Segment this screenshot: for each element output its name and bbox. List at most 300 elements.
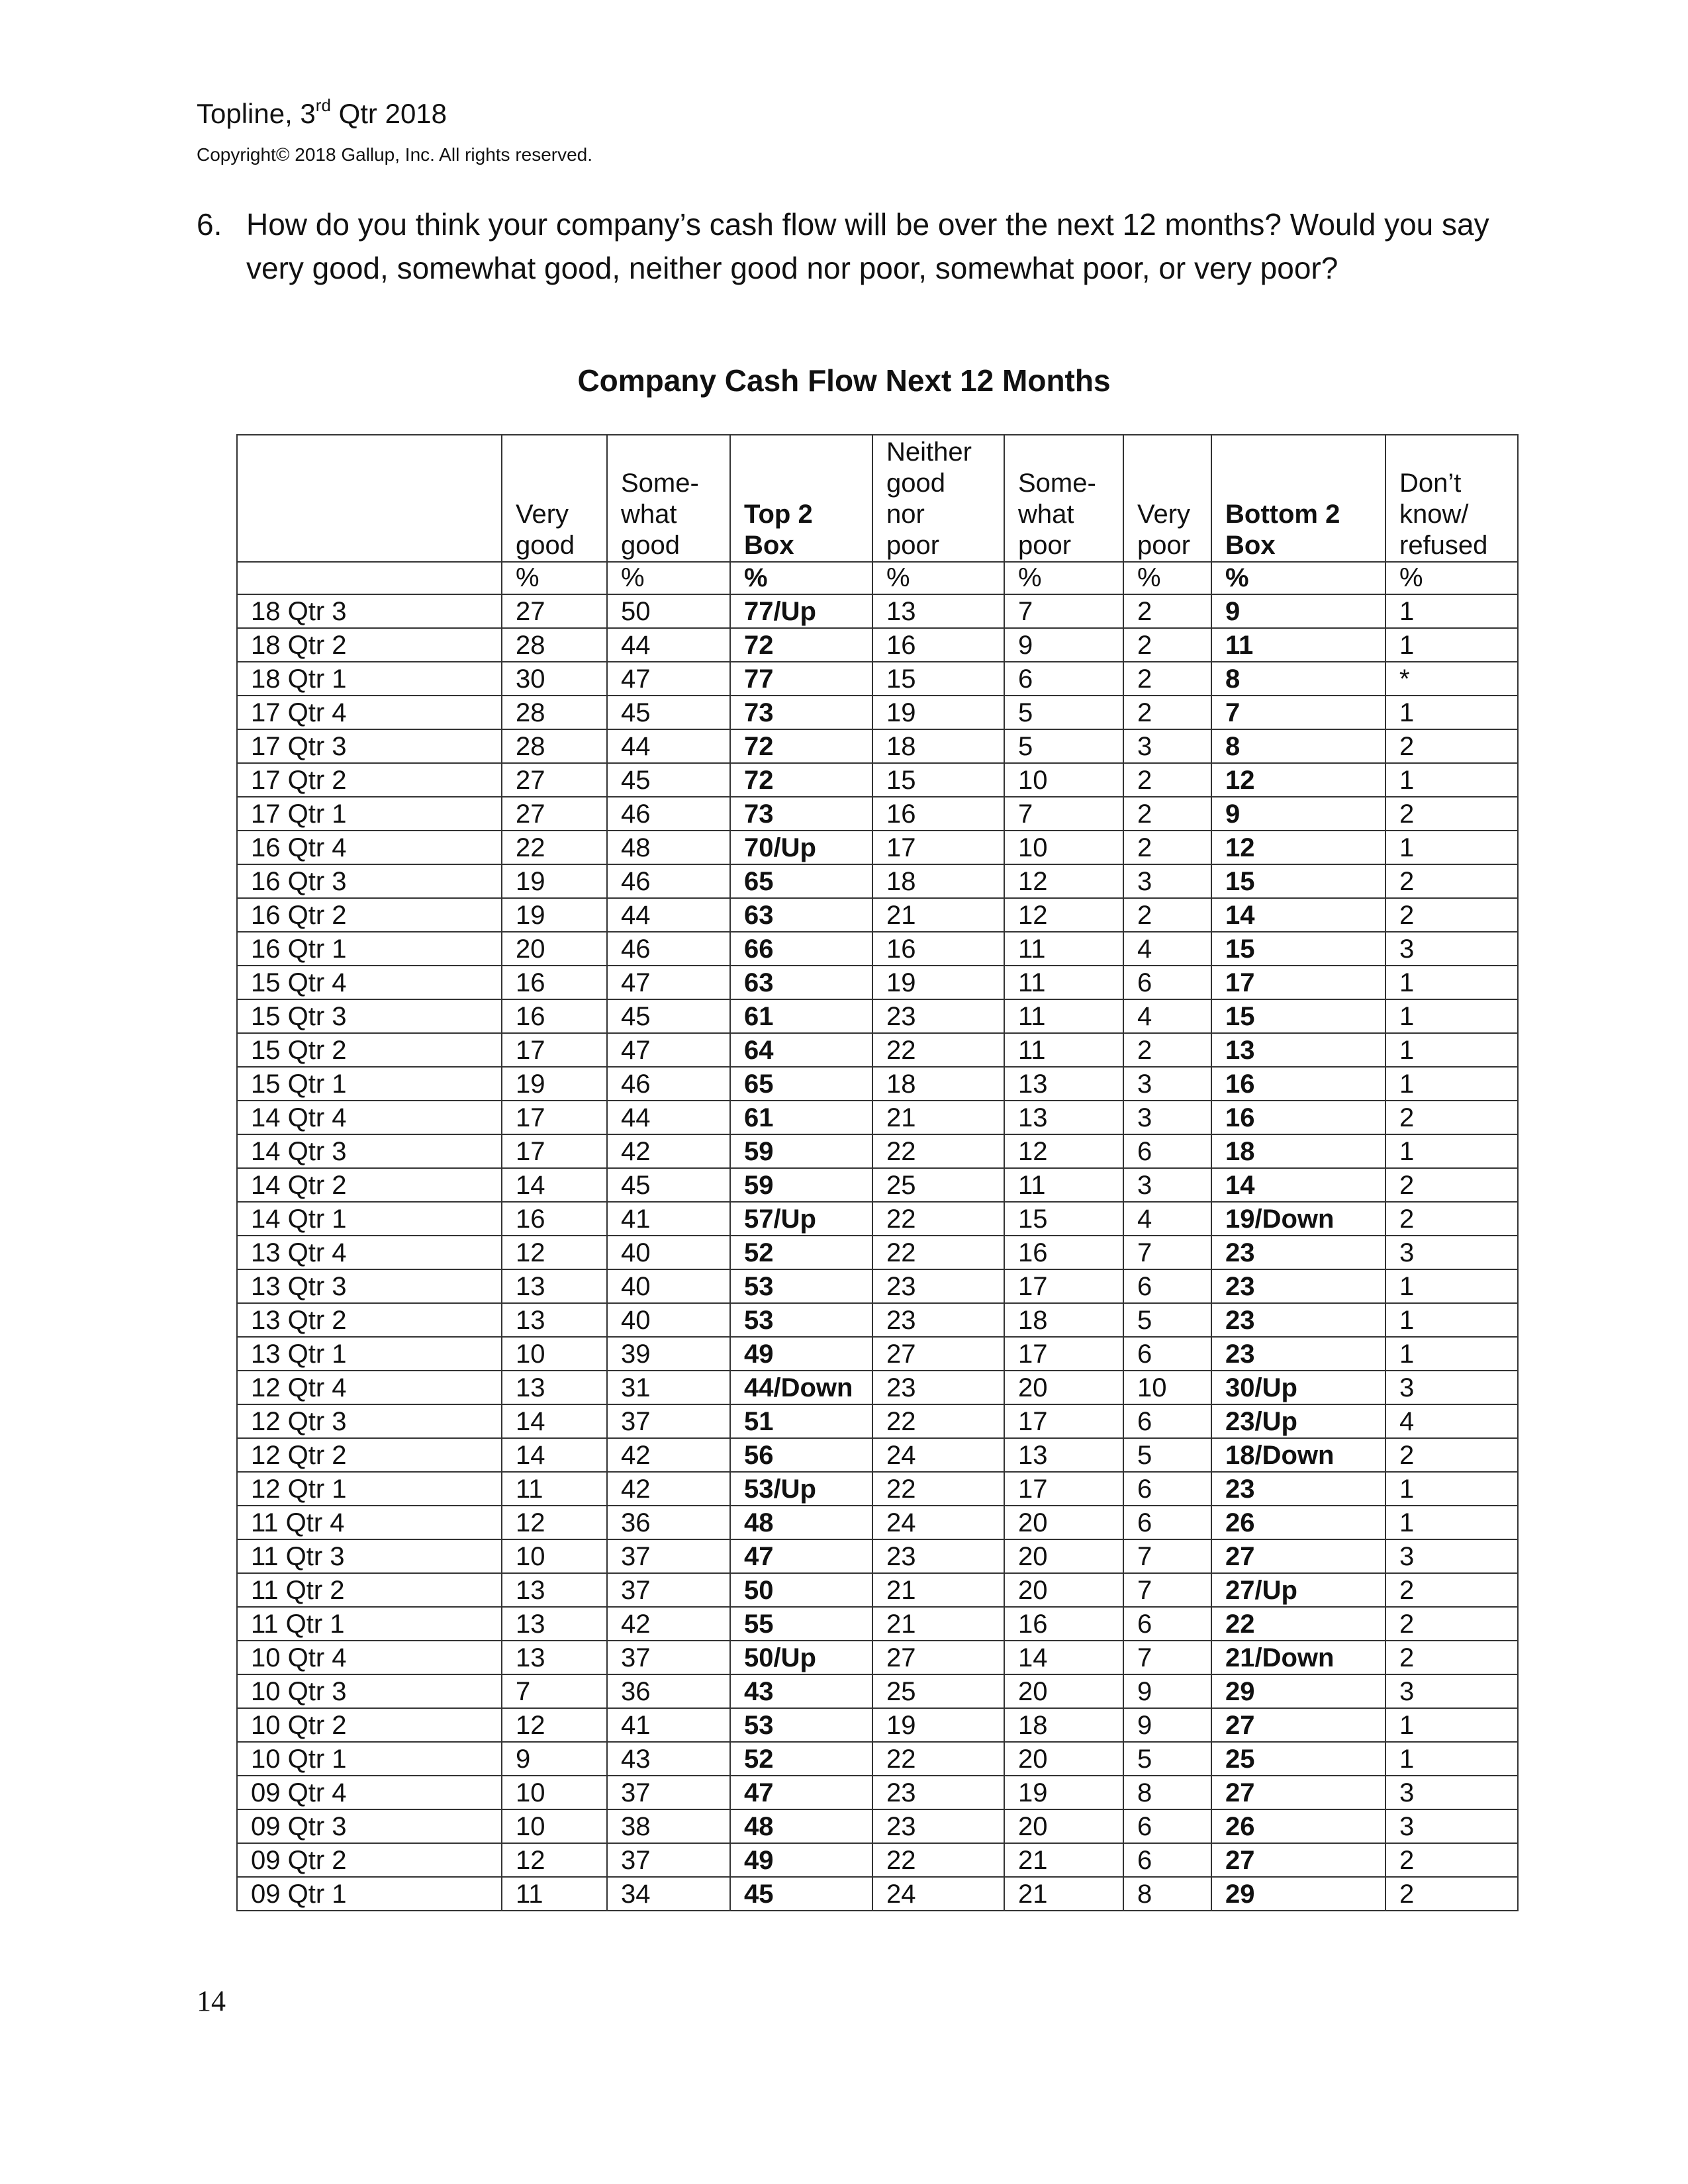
row-label: 16 Qtr 2 <box>237 898 502 932</box>
table-row <box>237 1539 1518 1573</box>
table-cell: 47 <box>607 662 730 696</box>
title-suffix: Qtr 2018 <box>330 98 447 129</box>
table-cell: 25 <box>872 1674 1004 1708</box>
table-cell: 16 <box>502 966 607 999</box>
table-cell: 26 <box>1211 1506 1385 1539</box>
table-row <box>237 1303 1518 1337</box>
table-cell: 2 <box>1385 898 1518 932</box>
question-text: How do you think your company’s cash flow will be over the next 12 months? Would you say very good, somewhat good, neither good nor poor, somewhat poor, or very poor? <box>246 207 1489 285</box>
column-header-line: refused <box>1399 531 1488 560</box>
row-label: 09 Qtr 4 <box>237 1776 502 1809</box>
table-cell: 15 <box>1211 999 1385 1033</box>
table-cell: 19 <box>872 696 1004 729</box>
column-header <box>1211 435 1385 562</box>
column-header-line: Neither <box>886 437 972 467</box>
column-header-line: what <box>621 500 677 529</box>
row-label: 10 Qtr 3 <box>237 1674 502 1708</box>
row-label: 17 Qtr 4 <box>237 696 502 729</box>
table-cell: 27 <box>502 797 607 831</box>
table-cell: 17 <box>872 831 1004 864</box>
column-header-line: Bottom 2 <box>1225 500 1340 529</box>
row-label: 17 Qtr 3 <box>237 729 502 763</box>
table-row <box>237 628 1518 662</box>
table-cell: 9 <box>502 1742 607 1776</box>
table-cell: 42 <box>607 1134 730 1168</box>
table-cell: 44 <box>607 1101 730 1134</box>
table-cell: 27/Up <box>1211 1573 1385 1607</box>
table-cell: 30/Up <box>1211 1371 1385 1404</box>
table-cell: 11 <box>1004 1033 1123 1067</box>
row-label: 13 Qtr 4 <box>237 1236 502 1269</box>
table-row <box>237 1843 1518 1877</box>
table-row <box>237 898 1518 932</box>
table-cell: 2 <box>1385 1641 1518 1674</box>
table-cell: 38 <box>607 1809 730 1843</box>
table-cell: 19 <box>502 1067 607 1101</box>
table-cell: 9 <box>1211 594 1385 628</box>
table-row <box>237 966 1518 999</box>
table-cell: 57/Up <box>730 1202 872 1236</box>
table-row <box>237 662 1518 696</box>
table-cell: 49 <box>730 1337 872 1371</box>
table-cell: 1 <box>1385 1506 1518 1539</box>
table-cell: 37 <box>607 1539 730 1573</box>
table-cell: 3 <box>1385 1539 1518 1573</box>
table-row <box>237 1033 1518 1067</box>
table-cell: 20 <box>502 932 607 966</box>
row-label: 15 Qtr 4 <box>237 966 502 999</box>
table-cell: 34 <box>607 1877 730 1911</box>
table-cell: 9 <box>1123 1708 1211 1742</box>
table-cell: 13 <box>502 1371 607 1404</box>
table-cell: 22 <box>872 1843 1004 1877</box>
table-cell: 23 <box>1211 1303 1385 1337</box>
table-cell: 18 <box>1004 1708 1123 1742</box>
table-row <box>237 594 1518 628</box>
table-cell: 12 <box>502 1236 607 1269</box>
column-header-line: good <box>516 531 575 560</box>
row-label-header <box>237 435 502 562</box>
table-cell: 2 <box>1123 898 1211 932</box>
table-cell: 51 <box>730 1404 872 1438</box>
table-cell: 50 <box>607 594 730 628</box>
column-header <box>1385 435 1518 562</box>
table-cell: 40 <box>607 1303 730 1337</box>
table-cell: 23 <box>872 1371 1004 1404</box>
table-cell: 37 <box>607 1843 730 1877</box>
table-cell: 1 <box>1385 1303 1518 1337</box>
table-cell: 17 <box>502 1101 607 1134</box>
table-cell: 28 <box>502 696 607 729</box>
row-label: 10 Qtr 1 <box>237 1742 502 1776</box>
table-cell: 23 <box>1211 1236 1385 1269</box>
table-cell: 72 <box>730 729 872 763</box>
table-cell: 27 <box>1211 1539 1385 1573</box>
table-cell: 4 <box>1123 1202 1211 1236</box>
table-cell: 2 <box>1385 1843 1518 1877</box>
row-label: 18 Qtr 2 <box>237 628 502 662</box>
table-cell: 2 <box>1123 628 1211 662</box>
table-cell: 3 <box>1385 1236 1518 1269</box>
table-cell: 3 <box>1385 932 1518 966</box>
table-cell: 65 <box>730 864 872 898</box>
table-cell: 6 <box>1123 1404 1211 1438</box>
table-row <box>237 729 1518 763</box>
percent-cell: % <box>502 562 607 594</box>
table-row <box>237 1337 1518 1371</box>
row-label: 16 Qtr 4 <box>237 831 502 864</box>
table-cell: 2 <box>1385 729 1518 763</box>
table-row <box>237 1371 1518 1404</box>
table-cell: 6 <box>1123 1843 1211 1877</box>
column-header-line: nor <box>886 500 925 529</box>
table-row <box>237 1877 1518 1911</box>
table-cell: 2 <box>1123 763 1211 797</box>
table-row <box>237 1641 1518 1674</box>
percent-cell: % <box>1004 562 1123 594</box>
column-header-line: Very <box>516 500 569 529</box>
table-row <box>237 999 1518 1033</box>
table-cell: 29 <box>1211 1877 1385 1911</box>
table-cell: 18 <box>872 864 1004 898</box>
table-cell: 3 <box>1123 1101 1211 1134</box>
table-cell: 64 <box>730 1033 872 1067</box>
table-row <box>237 696 1518 729</box>
table-cell: 11 <box>1004 1168 1123 1202</box>
table-cell: 44 <box>607 729 730 763</box>
table-cell: 20 <box>1004 1674 1123 1708</box>
table-cell: 17 <box>1004 1337 1123 1371</box>
survey-question <box>197 203 1507 290</box>
row-label: 17 Qtr 1 <box>237 797 502 831</box>
table-cell: 1 <box>1385 594 1518 628</box>
row-label: 09 Qtr 3 <box>237 1809 502 1843</box>
table-cell: 37 <box>607 1573 730 1607</box>
table-cell: 22 <box>872 1742 1004 1776</box>
table-cell: 11 <box>1004 966 1123 999</box>
table-cell: 1 <box>1385 1472 1518 1506</box>
cash-flow-table <box>236 434 1519 1911</box>
table-cell: 48 <box>730 1506 872 1539</box>
table-cell: 18 <box>1004 1303 1123 1337</box>
table-cell: 45 <box>607 763 730 797</box>
row-label: 11 Qtr 3 <box>237 1539 502 1573</box>
table-cell: 8 <box>1211 729 1385 763</box>
table-cell: 39 <box>607 1337 730 1371</box>
table-cell: 9 <box>1004 628 1123 662</box>
table-cell: 18 <box>872 729 1004 763</box>
column-header <box>872 435 1004 562</box>
table-cell: 46 <box>607 797 730 831</box>
table-cell: 53 <box>730 1303 872 1337</box>
table-cell: 30 <box>502 662 607 696</box>
table-cell: 23 <box>872 1539 1004 1573</box>
table-cell: 15 <box>1211 932 1385 966</box>
table-row <box>237 1236 1518 1269</box>
table-cell: 3 <box>1385 1809 1518 1843</box>
table-cell: 18/Down <box>1211 1438 1385 1472</box>
table-cell: 7 <box>1004 797 1123 831</box>
table-row <box>237 1438 1518 1472</box>
table-cell: 19 <box>872 966 1004 999</box>
table-cell: * <box>1385 662 1518 696</box>
table-cell: 28 <box>502 729 607 763</box>
table-cell: 6 <box>1123 1607 1211 1641</box>
table-cell: 77/Up <box>730 594 872 628</box>
table-cell: 73 <box>730 696 872 729</box>
table-cell: 36 <box>607 1674 730 1708</box>
table-cell: 23 <box>1211 1269 1385 1303</box>
table-cell: 13 <box>1004 1101 1123 1134</box>
table-row <box>237 1101 1518 1134</box>
table-cell: 6 <box>1123 1337 1211 1371</box>
table-cell: 43 <box>730 1674 872 1708</box>
table-cell: 37 <box>607 1641 730 1674</box>
table-cell: 52 <box>730 1236 872 1269</box>
table-cell: 12 <box>502 1506 607 1539</box>
table-cell: 27 <box>1211 1708 1385 1742</box>
table-body <box>237 594 1518 1911</box>
table-cell: 70/Up <box>730 831 872 864</box>
table-cell: 41 <box>607 1202 730 1236</box>
row-label: 12 Qtr 3 <box>237 1404 502 1438</box>
table-cell: 36 <box>607 1506 730 1539</box>
table-row <box>237 1607 1518 1641</box>
table-cell: 20 <box>1004 1573 1123 1607</box>
table-row <box>237 1742 1518 1776</box>
table-cell: 11 <box>1004 999 1123 1033</box>
table-cell: 29 <box>1211 1674 1385 1708</box>
table-cell: 1 <box>1385 1337 1518 1371</box>
table-cell: 11 <box>1211 628 1385 662</box>
table-cell: 77 <box>730 662 872 696</box>
table-cell: 23/Up <box>1211 1404 1385 1438</box>
table-cell: 13 <box>1004 1438 1123 1472</box>
table-cell: 22 <box>1211 1607 1385 1641</box>
table-cell: 2 <box>1385 1202 1518 1236</box>
row-label: 11 Qtr 2 <box>237 1573 502 1607</box>
table-cell: 44/Down <box>730 1371 872 1404</box>
row-label: 12 Qtr 2 <box>237 1438 502 1472</box>
row-label: 10 Qtr 2 <box>237 1708 502 1742</box>
table-row <box>237 1134 1518 1168</box>
table-cell: 10 <box>1004 763 1123 797</box>
table-cell: 1 <box>1385 763 1518 797</box>
table-row <box>237 1168 1518 1202</box>
table-cell: 40 <box>607 1236 730 1269</box>
table-cell: 17 <box>502 1033 607 1067</box>
table-cell: 13 <box>1004 1067 1123 1101</box>
table-cell: 63 <box>730 898 872 932</box>
table-cell: 2 <box>1385 1607 1518 1641</box>
row-label: 11 Qtr 4 <box>237 1506 502 1539</box>
table-cell: 24 <box>872 1506 1004 1539</box>
table-cell: 13 <box>872 594 1004 628</box>
table-cell: 22 <box>502 831 607 864</box>
table-cell: 1 <box>1385 1067 1518 1101</box>
table-cell: 73 <box>730 797 872 831</box>
table-cell: 15 <box>872 662 1004 696</box>
table-cell: 25 <box>1211 1742 1385 1776</box>
table-row <box>237 1776 1518 1809</box>
table-cell: 47 <box>730 1539 872 1573</box>
table-cell: 1 <box>1385 831 1518 864</box>
table-cell: 21/Down <box>1211 1641 1385 1674</box>
table-cell: 23 <box>872 1776 1004 1809</box>
table-cell: 10 <box>1123 1371 1211 1404</box>
table-cell: 17 <box>1004 1269 1123 1303</box>
percent-cell: % <box>872 562 1004 594</box>
table-cell: 10 <box>502 1337 607 1371</box>
table-cell: 23 <box>872 1303 1004 1337</box>
table-cell: 8 <box>1211 662 1385 696</box>
table-cell: 13 <box>502 1303 607 1337</box>
table-cell: 45 <box>607 696 730 729</box>
table-cell: 25 <box>872 1168 1004 1202</box>
row-label: 18 Qtr 1 <box>237 662 502 696</box>
table-cell: 11 <box>502 1472 607 1506</box>
table-cell: 5 <box>1123 1742 1211 1776</box>
column-header-line: Don’t <box>1399 469 1462 498</box>
table-cell: 72 <box>730 763 872 797</box>
table-cell: 10 <box>502 1776 607 1809</box>
table-cell: 9 <box>1211 797 1385 831</box>
table-row <box>237 1404 1518 1438</box>
column-header-line: poor <box>1137 531 1191 560</box>
table-cell: 14 <box>1211 1168 1385 1202</box>
table-cell: 18 <box>872 1067 1004 1101</box>
column-header-line: good <box>886 469 945 498</box>
table-cell: 46 <box>607 864 730 898</box>
table-cell: 4 <box>1385 1404 1518 1438</box>
table-cell: 7 <box>1211 696 1385 729</box>
table-cell: 18 <box>1211 1134 1385 1168</box>
table-cell: 47 <box>607 1033 730 1067</box>
table-cell: 7 <box>1123 1539 1211 1573</box>
title-superscript: rd <box>315 95 331 115</box>
column-header-line: know/ <box>1399 500 1469 529</box>
table-cell: 45 <box>607 1168 730 1202</box>
table-cell: 6 <box>1123 1472 1211 1506</box>
table-cell: 21 <box>872 1607 1004 1641</box>
table-cell: 6 <box>1004 662 1123 696</box>
table-cell: 14 <box>502 1438 607 1472</box>
row-label: 14 Qtr 3 <box>237 1134 502 1168</box>
table-cell: 19 <box>502 898 607 932</box>
table-cell: 12 <box>502 1843 607 1877</box>
table-cell: 12 <box>1004 1134 1123 1168</box>
table-cell: 20 <box>1004 1809 1123 1843</box>
table-row <box>237 1472 1518 1506</box>
table-cell: 17 <box>1004 1404 1123 1438</box>
table-cell: 1 <box>1385 999 1518 1033</box>
table-cell: 4 <box>1123 999 1211 1033</box>
table-cell: 15 <box>872 763 1004 797</box>
column-header-line: poor <box>1018 531 1072 560</box>
table-cell: 59 <box>730 1134 872 1168</box>
row-label: 17 Qtr 2 <box>237 763 502 797</box>
table-cell: 37 <box>607 1404 730 1438</box>
table-cell: 63 <box>730 966 872 999</box>
table-cell: 3 <box>1123 1067 1211 1101</box>
table-cell: 45 <box>607 999 730 1033</box>
table-row <box>237 1573 1518 1607</box>
table-cell: 6 <box>1123 1134 1211 1168</box>
column-header-line: poor <box>886 531 940 560</box>
percent-cell: % <box>1385 562 1518 594</box>
table-cell: 26 <box>1211 1809 1385 1843</box>
table-cell: 23 <box>872 1269 1004 1303</box>
table-cell: 9 <box>1123 1674 1211 1708</box>
table-cell: 14 <box>1004 1641 1123 1674</box>
table-cell: 16 <box>1211 1067 1385 1101</box>
table-cell: 2 <box>1123 594 1211 628</box>
table-cell: 17 <box>1211 966 1385 999</box>
row-label: 15 Qtr 1 <box>237 1067 502 1101</box>
table-row <box>237 932 1518 966</box>
percent-label-blank <box>237 562 502 594</box>
table-cell: 2 <box>1385 864 1518 898</box>
table-cell: 7 <box>1123 1236 1211 1269</box>
row-label: 13 Qtr 1 <box>237 1337 502 1371</box>
table-cell: 5 <box>1004 729 1123 763</box>
column-header-line: Some- <box>621 469 699 498</box>
percent-cell: % <box>1211 562 1385 594</box>
table-cell: 21 <box>1004 1843 1123 1877</box>
table-cell: 7 <box>502 1674 607 1708</box>
table-cell: 2 <box>1385 1877 1518 1911</box>
table-cell: 66 <box>730 932 872 966</box>
page-header-title <box>197 95 447 130</box>
table-cell: 46 <box>607 932 730 966</box>
column-header-line: Top 2 <box>744 500 813 529</box>
table-cell: 2 <box>1123 662 1211 696</box>
column-header-line: Box <box>744 531 794 560</box>
row-label: 14 Qtr 2 <box>237 1168 502 1202</box>
table-cell: 2 <box>1123 797 1211 831</box>
table-row <box>237 1067 1518 1101</box>
table-row <box>237 864 1518 898</box>
table-cell: 21 <box>1004 1877 1123 1911</box>
table-cell: 22 <box>872 1236 1004 1269</box>
table-cell: 21 <box>872 1573 1004 1607</box>
table-cell: 6 <box>1123 1269 1211 1303</box>
table-cell: 16 <box>1004 1607 1123 1641</box>
table-cell: 28 <box>502 628 607 662</box>
table-cell: 17 <box>502 1134 607 1168</box>
table-cell: 16 <box>502 999 607 1033</box>
table-cell: 48 <box>607 831 730 864</box>
table-cell: 7 <box>1123 1573 1211 1607</box>
row-label: 09 Qtr 2 <box>237 1843 502 1877</box>
column-header-row <box>237 435 1518 562</box>
table-cell: 6 <box>1123 1506 1211 1539</box>
table-cell: 53 <box>730 1269 872 1303</box>
table-cell: 13 <box>1211 1033 1385 1067</box>
table-cell: 13 <box>502 1269 607 1303</box>
table-cell: 56 <box>730 1438 872 1472</box>
column-header-line: Box <box>1225 531 1276 560</box>
table-cell: 55 <box>730 1607 872 1641</box>
table-cell: 8 <box>1123 1877 1211 1911</box>
table-cell: 59 <box>730 1168 872 1202</box>
column-header-line: Very <box>1137 500 1191 529</box>
table-cell: 23 <box>872 999 1004 1033</box>
table-cell: 1 <box>1385 1742 1518 1776</box>
table-row <box>237 1202 1518 1236</box>
table-cell: 16 <box>872 628 1004 662</box>
table-cell: 22 <box>872 1404 1004 1438</box>
